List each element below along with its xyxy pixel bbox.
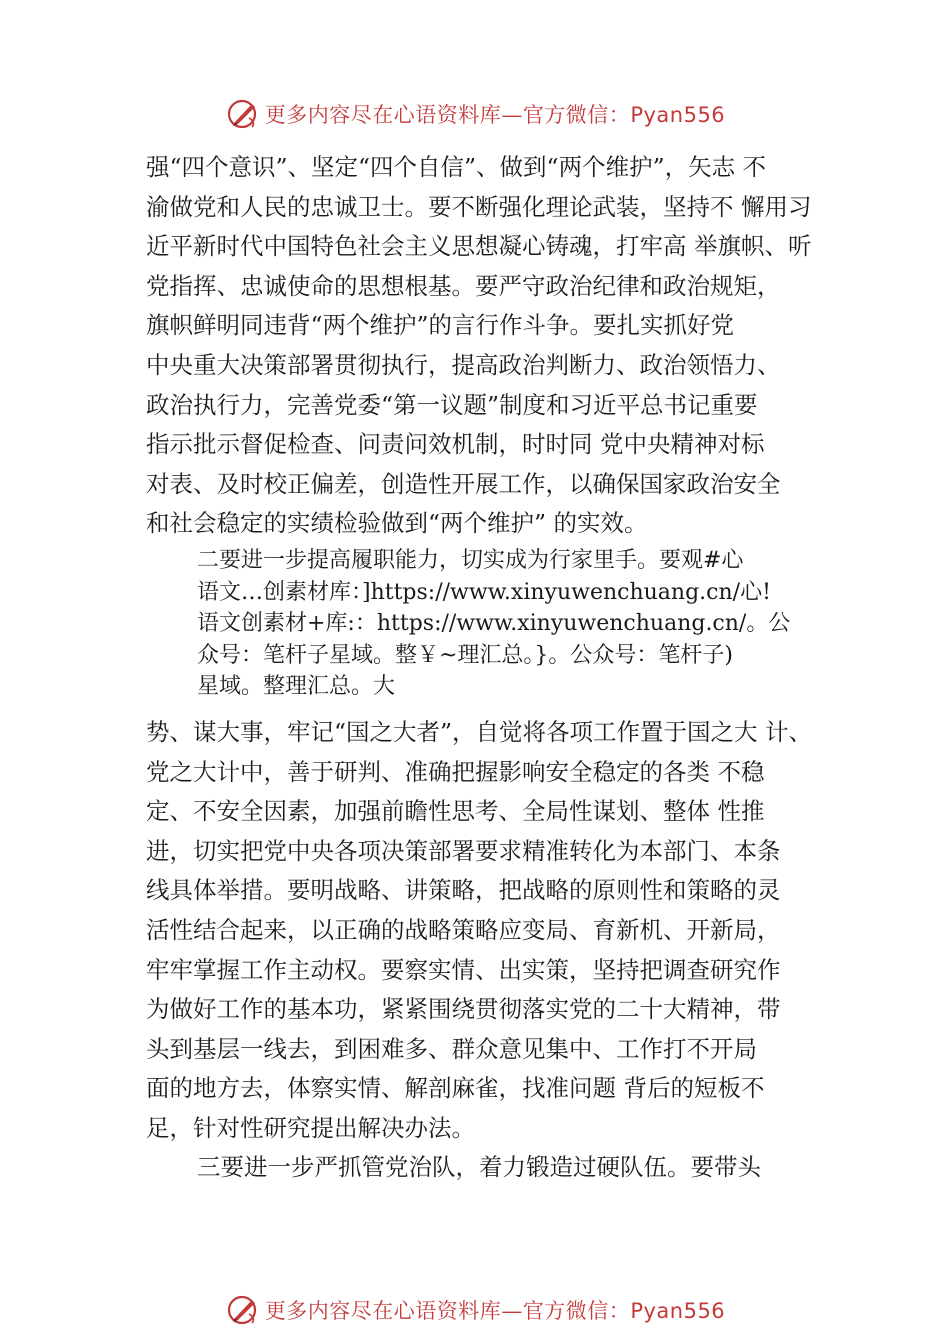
text-line: 对表、及时校正偏差，创造性开展工作，以确保国家政治安全 xyxy=(146,469,781,498)
header-banner-text xyxy=(265,99,725,129)
pen-in-circle-logo-icon xyxy=(225,1292,261,1328)
footer-banner-sep: —官方微信： xyxy=(501,1299,631,1323)
text-line: 党之大计中，善于研判、准确把握影响安全稳定的各类 不稳 xyxy=(146,757,765,786)
text-line: 强“四个意识”、坚定“四个自信”、做到“两个维护”，矢志 不 xyxy=(146,153,767,181)
text-line: 政治执行力，完善党委“第一议题”制度和习近平总书记重要 xyxy=(146,390,758,419)
paragraph-4 xyxy=(197,1148,897,1188)
text-line: 面的地方去，体察实情、解剖麻雀，找准问题 背后的短板不 xyxy=(146,1074,765,1103)
header-banner-sep: —官方微信： xyxy=(501,103,631,127)
text-line: 头到基层一线去，到困难多、群众意见集中、工作打不开局 xyxy=(146,1034,757,1063)
text-line: 势、谋大事，牢记“国之大者”，自觉将各项工作置于国之大 计、 xyxy=(146,718,812,746)
text-line: 党指挥、忠诚使命的思想根基。要严守政治纪律和政治规矩， xyxy=(146,271,781,300)
text-line: 活性结合起来，以正确的战略策略应变局、育新机、开新局， xyxy=(146,915,781,944)
footer-banner-id: Pyan556 xyxy=(630,1299,726,1323)
text-line: 足，针对性研究提出解决办法。 xyxy=(146,1113,475,1142)
header-banner-main: 更多内容尽在心语资料库 xyxy=(264,103,502,127)
footer-banner xyxy=(0,1290,950,1330)
text-line: 语文…创素材库：]https://www.xinyuwenchuang.cn/心! xyxy=(197,579,771,605)
text-line: 语文创素材+库:：https://www.xinyuwenchuang.cn/。公 xyxy=(197,611,791,636)
paragraph-1 xyxy=(146,148,846,544)
text-line: 和社会稳定的实绩检验做到“两个维护” 的实效。 xyxy=(146,509,648,538)
paragraph-2 xyxy=(197,545,897,703)
text-line: 三要进一步严抓管党治队，着力锻造过硬队伍。要带头 xyxy=(197,1153,761,1181)
header-banner xyxy=(0,94,950,134)
paragraph-3 xyxy=(146,713,846,1149)
text-line: 牢牢掌握工作主动权。要察实情、出实策，坚持把调查研究作 xyxy=(146,955,781,984)
text-line: 定、不安全因素，加强前瞻性思考、全局性谋划、整体 性推 xyxy=(146,797,765,826)
text-line: 星域。整理汇总。大 xyxy=(197,674,396,699)
text-line: 中央重大决策部署贯彻执行，提高政治判断力、政治领悟力、 xyxy=(146,350,781,379)
text-line: 为做好工作的基本功，紧紧围绕贯彻落实党的二十大精神，带 xyxy=(146,995,781,1024)
text-line: 指示批示督促检查、问责问效机制，时时同 党中央精神对标 xyxy=(146,430,765,459)
text-line: 线具体举措。要明战略、讲策略，把战略的原则性和策略的灵 xyxy=(146,876,781,905)
text-line: 二要进一步提高履职能力，切实成为行家里手。要观#心 xyxy=(197,548,744,573)
pen-in-circle-logo-icon xyxy=(225,96,261,132)
text-line: 众号：笔杆子星域。整￥~理汇总。}。公众号：笔杆子) xyxy=(197,642,734,668)
header-banner-id: Pyan556 xyxy=(630,103,726,127)
footer-banner-main: 更多内容尽在心语资料库 xyxy=(264,1299,502,1323)
text-line: 近平新时代中国特色社会主义思想凝心铸魂，打牢高 举旗帜、听 xyxy=(146,232,812,261)
footer-banner-text xyxy=(265,1295,725,1325)
text-line: 旗帜鲜明同违背“两个维护”的言行作斗争。要扎实抓好党 xyxy=(146,311,735,340)
text-line: 进，切实把党中央各项决策部署要求精准转化为本部门、本条 xyxy=(146,836,781,865)
text-line: 渝做党和人民的忠诚卫士。要不断强化理论武装，坚持不 懈用习 xyxy=(146,192,812,221)
